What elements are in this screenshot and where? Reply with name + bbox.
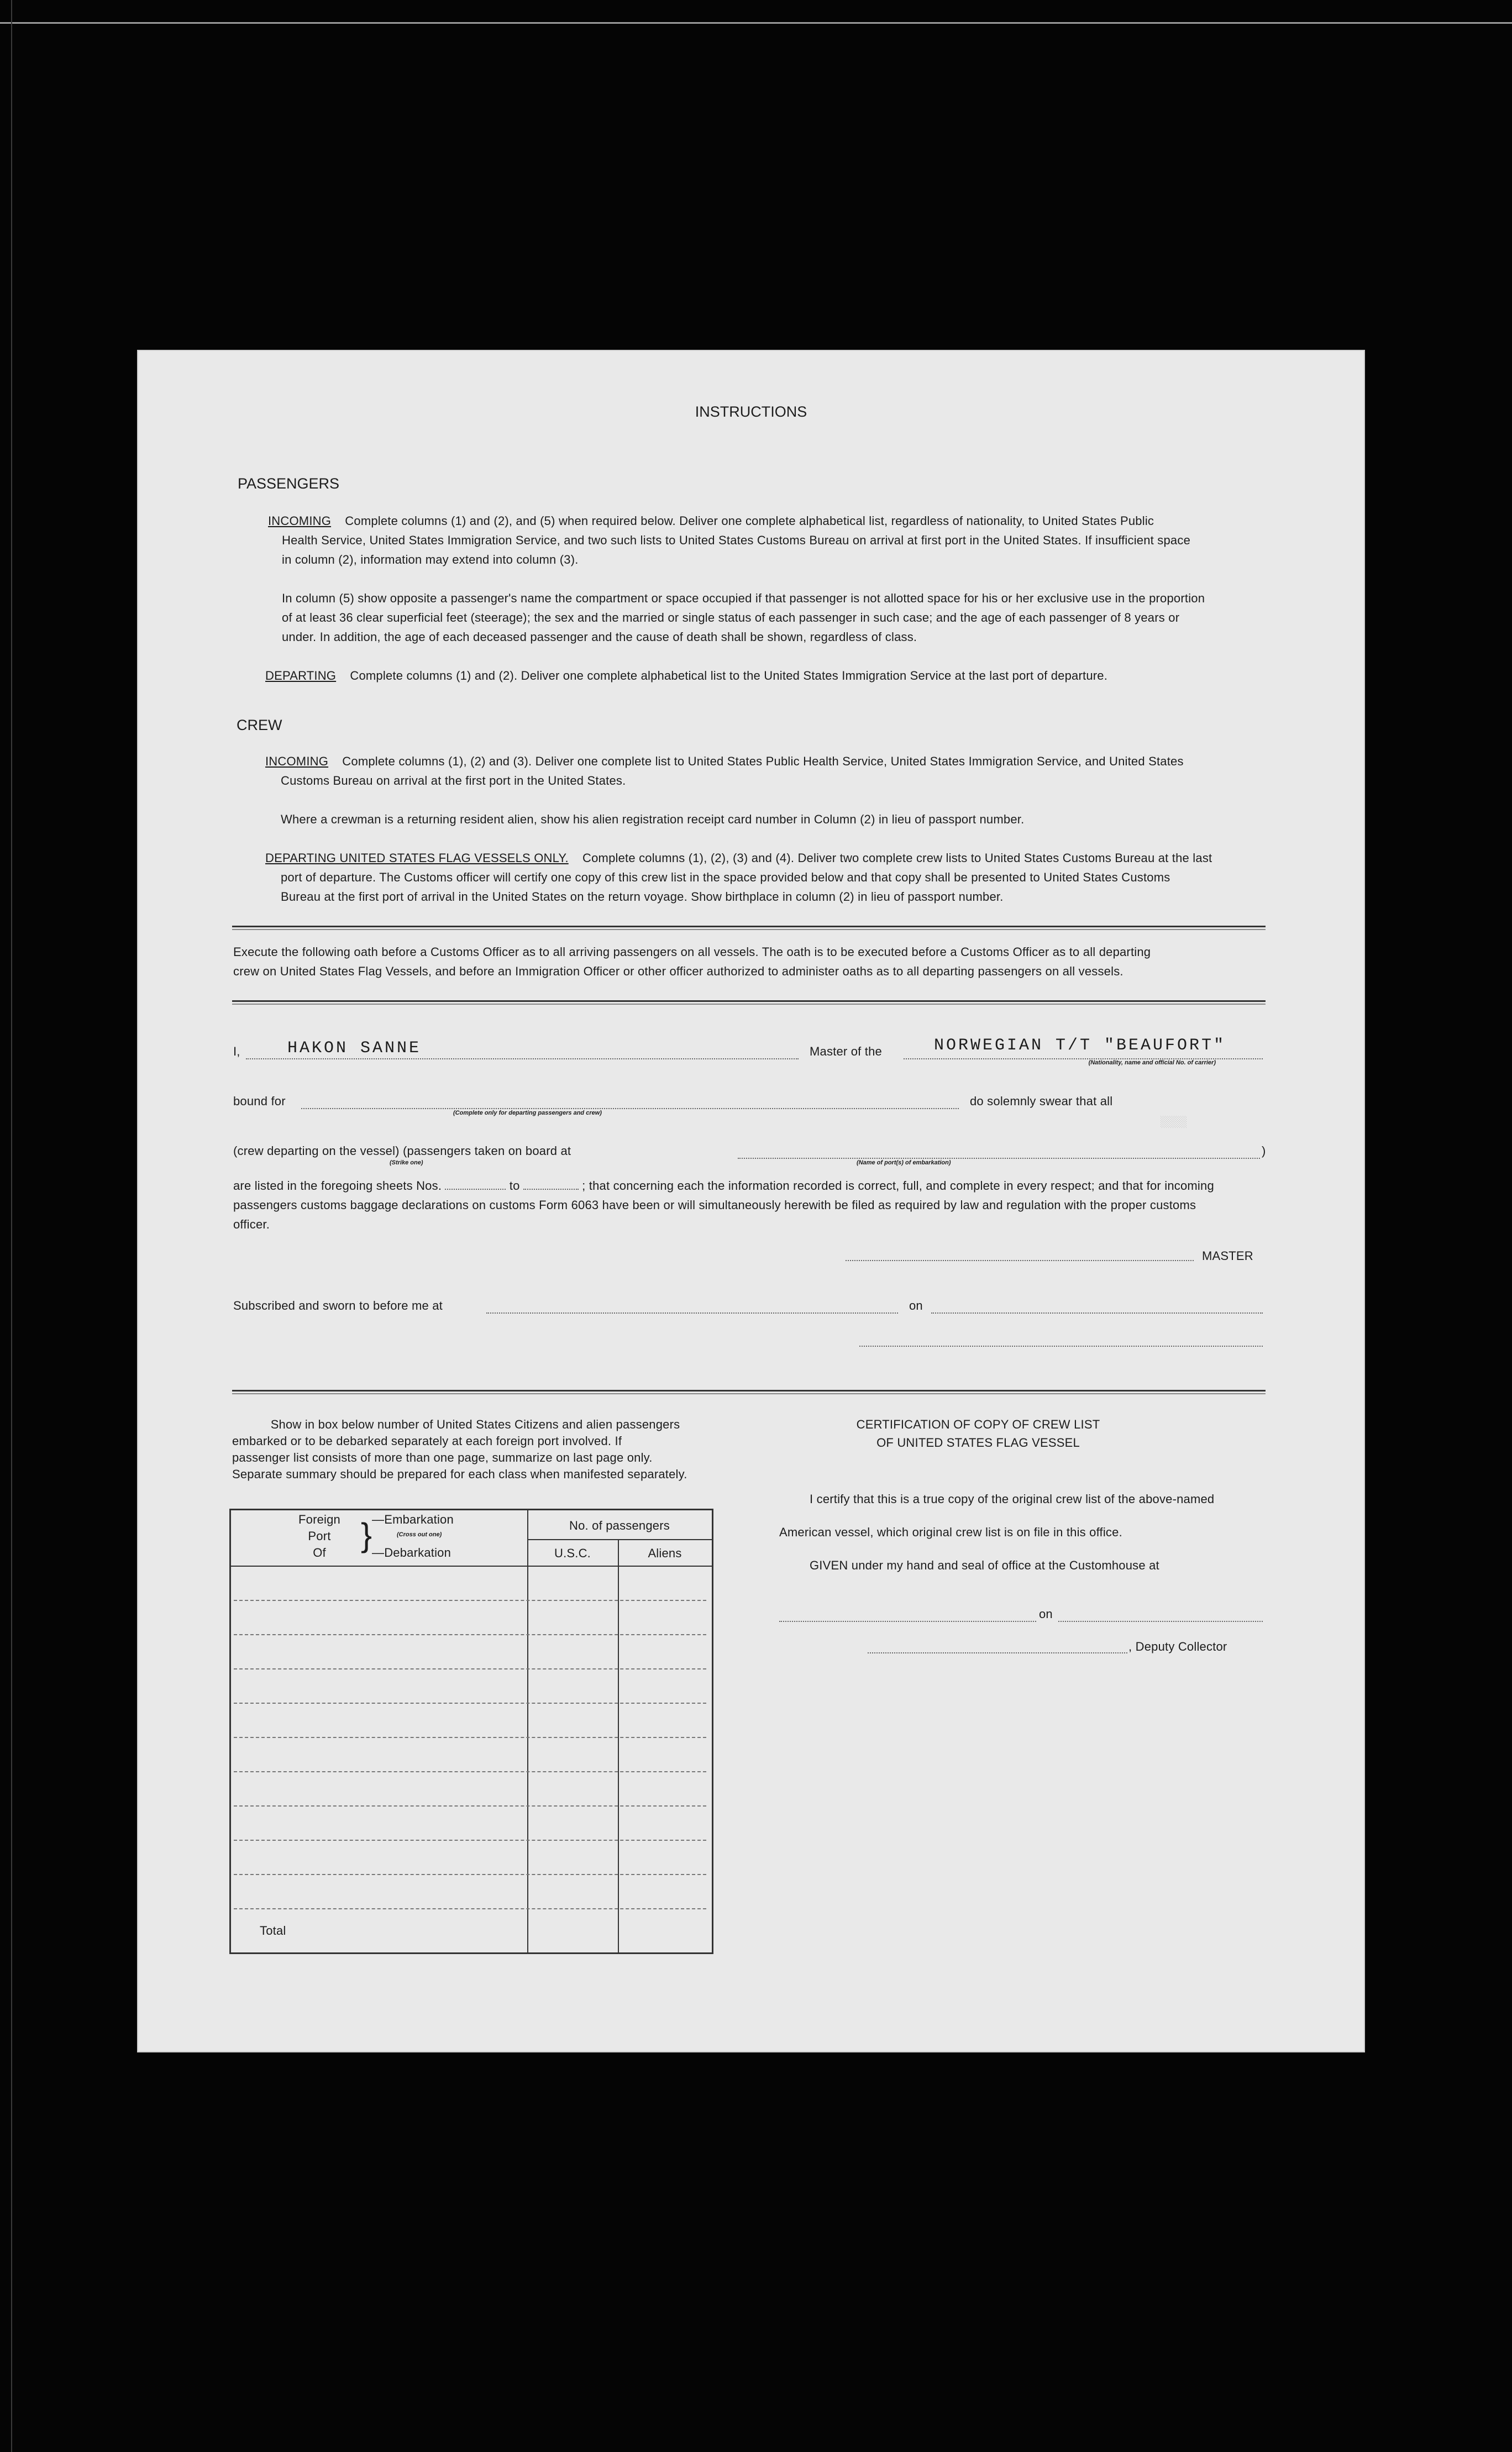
crew-returning-text: Where a crewman is a returning resident alien, show his alien registration receipt card number in Column (2) in lieu of passport number. [281, 812, 1025, 826]
crew-departing-line-3: Bureau at the first port of arrival in the United States on the return voyage. Show birthplace in column (2) in lieu of passport number. [281, 890, 1004, 904]
listed-text-b: ; that concerning each the information recorded is correct, full, and complete in every respect; and that for incoming [582, 1179, 1214, 1193]
crew-incoming-line-2: Customs Bureau on arrival at the first port in the United States. [281, 774, 626, 787]
sheet-to-field[interactable] [523, 1189, 579, 1190]
swear-text: do solemnly swear that all [970, 1094, 1113, 1108]
listed-line-3: officer. [233, 1217, 270, 1231]
sheet-from-field[interactable] [445, 1189, 506, 1190]
passengers-incoming-line-3: in column (2), information may extend into column (3). [282, 553, 579, 566]
table-row[interactable] [234, 1703, 706, 1704]
table-row[interactable] [234, 1634, 706, 1635]
total-label: Total [260, 1924, 286, 1938]
embarkation-label[interactable]: —Embarkation [372, 1513, 454, 1526]
oath-intro-line-1: Execute the following oath before a Customs Officer as to all arriving passengers on all vessels. The oath is to be executed before a Customs Officer as to all departing [233, 945, 1151, 959]
departing-label: DEPARTING [265, 669, 337, 682]
column5-line-1: In column (5) show opposite a passenger's name the compartment or space occupied if that passenger is not allotted space for his or her exclusive use in the proportion [282, 591, 1205, 605]
officer-signature-field[interactable] [859, 1346, 1263, 1347]
table-row[interactable] [234, 1840, 706, 1841]
incoming-text: Complete columns (1) and (2), and (5) when required below. Deliver one complete alphabetical list, regardless of nationality, to United States Public [345, 514, 1154, 528]
summary-intro-line-4: Separate summary should be prepared for each class when manifested separately. [232, 1467, 687, 1481]
ports-field[interactable] [738, 1158, 1260, 1159]
certification-title-1: CERTIFICATION OF COPY OF CREW LIST [856, 1417, 1100, 1431]
header-divider [231, 1566, 712, 1567]
brace-symbol: } [361, 1516, 372, 1553]
section-divider [232, 1000, 1266, 1005]
scan-border [0, 22, 1512, 24]
passengers-heading: PASSENGERS [238, 475, 340, 492]
vessel-caption: (Nationality, name and official No. of carrier) [1088, 1059, 1216, 1066]
ports-caption: (Name of port(s) of embarkation) [857, 1159, 951, 1166]
page-title: INSTRUCTIONS [695, 403, 807, 420]
crew-heading: CREW [237, 717, 282, 733]
document-page [138, 351, 1364, 2051]
master-signature-field[interactable] [846, 1260, 1194, 1261]
passengers-departing [265, 666, 1304, 685]
faint-bleed-mark: ░░░░ [1161, 1116, 1188, 1129]
port-label-3: Of [313, 1546, 326, 1560]
passengers-incoming-line-1 [268, 511, 1301, 531]
header-divider [527, 1539, 712, 1540]
strike-caption: (Strike one) [390, 1159, 423, 1166]
no-passengers-header: No. of passengers [569, 1519, 670, 1532]
crew-departing-text: Complete columns (1), (2), (3) and (4). Deliver two complete crew lists to United States Customs Bureau at the last [582, 851, 1212, 865]
column-divider [618, 1539, 619, 1952]
listed-line-1 [233, 1176, 1283, 1195]
listed-line-2: passengers customs baggage declarations on customs Form 6063 have been or will simultaneously herewith be filed as required by law and regulation with the proper customs [233, 1198, 1196, 1212]
debarkation-label[interactable]: —Debarkation [372, 1546, 452, 1560]
cross-out-caption: (Cross out one) [397, 1531, 442, 1538]
bound-for-field[interactable] [301, 1108, 959, 1109]
oath-i-label: I, [233, 1044, 240, 1058]
certification-title-2: OF UNITED STATES FLAG VESSEL [876, 1436, 1080, 1450]
port-label-1: Foreign [298, 1513, 340, 1526]
subscribed-label: Subscribed and sworn to before me at [233, 1299, 443, 1312]
column5-line-3: under. In addition, the age of each deceased passenger and the cause of death shall be shown, regardless of class. [282, 630, 917, 644]
deputy-collector-label: , Deputy Collector [1128, 1640, 1227, 1653]
master-name-field[interactable] [246, 1058, 799, 1059]
crew-departing-line-2: port of departure. The Customs officer will certify one copy of this crew list in the space provided below and that copy shall be presented to United States Customs [281, 870, 1170, 884]
section-divider [232, 1390, 1266, 1394]
summary-intro-line-1: Show in box below number of United States Citizens and alien passengers [270, 1417, 680, 1431]
table-row[interactable] [234, 1805, 706, 1807]
table-row[interactable] [234, 1737, 706, 1738]
certification-line-2: American vessel, which original crew list is on file in this office. [779, 1525, 1122, 1539]
incoming-label: INCOMING [268, 514, 332, 528]
scan-border [11, 0, 12, 2452]
master-name-value: HAKON SANNE [287, 1039, 422, 1058]
section-divider [232, 926, 1266, 930]
table-row[interactable] [234, 1668, 706, 1669]
subscribed-on-label: on [909, 1299, 923, 1312]
column5-line-2: of at least 36 clear superficial feet (steerage); the sex and the married or single status of each passenger in such case; and the age of each passenger of 8 years or [282, 611, 1180, 624]
table-row[interactable] [234, 1874, 706, 1875]
passengers-incoming-line-2: Health Service, United States Immigration Service, and two such lists to United States Customs Bureau on arrival at first port in the United States. If insufficient space [282, 533, 1191, 547]
crew-incoming-text: Complete columns (1), (2) and (3). Deliver one complete list to United States Public Health Service, United States Immigration Service, and United States [342, 754, 1184, 768]
bound-for-label: bound for [233, 1094, 286, 1108]
column-divider [527, 1510, 528, 1952]
port-label-2: Port [308, 1529, 331, 1543]
usc-header: U.S.C. [554, 1546, 591, 1560]
customhouse-field[interactable] [779, 1621, 1036, 1622]
table-row[interactable] [234, 1771, 706, 1772]
passenger-summary-table [229, 1509, 713, 1954]
bound-for-caption: (Complete only for departing passengers and crew) [453, 1110, 602, 1116]
master-of-label: Master of the [810, 1044, 882, 1058]
crew-departing-label: DEPARTING UNITED STATES FLAG VESSELS ONLY. [265, 851, 569, 865]
crew-incoming-label: INCOMING [265, 754, 329, 768]
master-label: MASTER [1202, 1249, 1253, 1263]
deputy-signature-field[interactable] [868, 1652, 1127, 1653]
summary-intro-line-3: passenger list consists of more than one page, summarize on last page only. [232, 1451, 653, 1464]
crew-departing-line-1 [265, 848, 1304, 868]
certification-line-3: GIVEN under my hand and seal of office at the Customhouse at [810, 1558, 1159, 1572]
crew-incoming-line-1 [265, 752, 1304, 771]
vessel-value: NORWEGIAN T/T "BEAUFORT" [934, 1036, 1226, 1055]
subscribed-place-field[interactable] [486, 1312, 898, 1314]
listed-text-a: are listed in the foregoing sheets Nos. [233, 1179, 442, 1193]
table-row[interactable] [234, 1600, 706, 1601]
table-row[interactable] [234, 1908, 706, 1909]
departing-text: Complete columns (1) and (2). Deliver one complete alphabetical list to the United States Immigration Service at the last port of departure. [350, 669, 1108, 682]
certification-line-1: I certify that this is a true copy of the original crew list of the above-named [810, 1492, 1215, 1506]
oath-intro-line-2: crew on United States Flag Vessels, and before an Immigration Officer or other officer authorized to administer oaths as to all departing passengers on all vessels. [233, 964, 1124, 978]
close-paren: ) [1262, 1144, 1266, 1158]
certification-on-label: on [1039, 1607, 1053, 1621]
listed-to: to [509, 1179, 520, 1193]
subscribed-date-field[interactable] [931, 1312, 1263, 1314]
aliens-header: Aliens [648, 1546, 682, 1560]
crew-departing-label: (crew departing on the vessel) (passengers taken on board at [233, 1144, 571, 1158]
certification-date-field[interactable] [1058, 1621, 1263, 1622]
summary-intro-line-2: embarked or to be debarked separately at each foreign port involved. If [232, 1434, 622, 1448]
